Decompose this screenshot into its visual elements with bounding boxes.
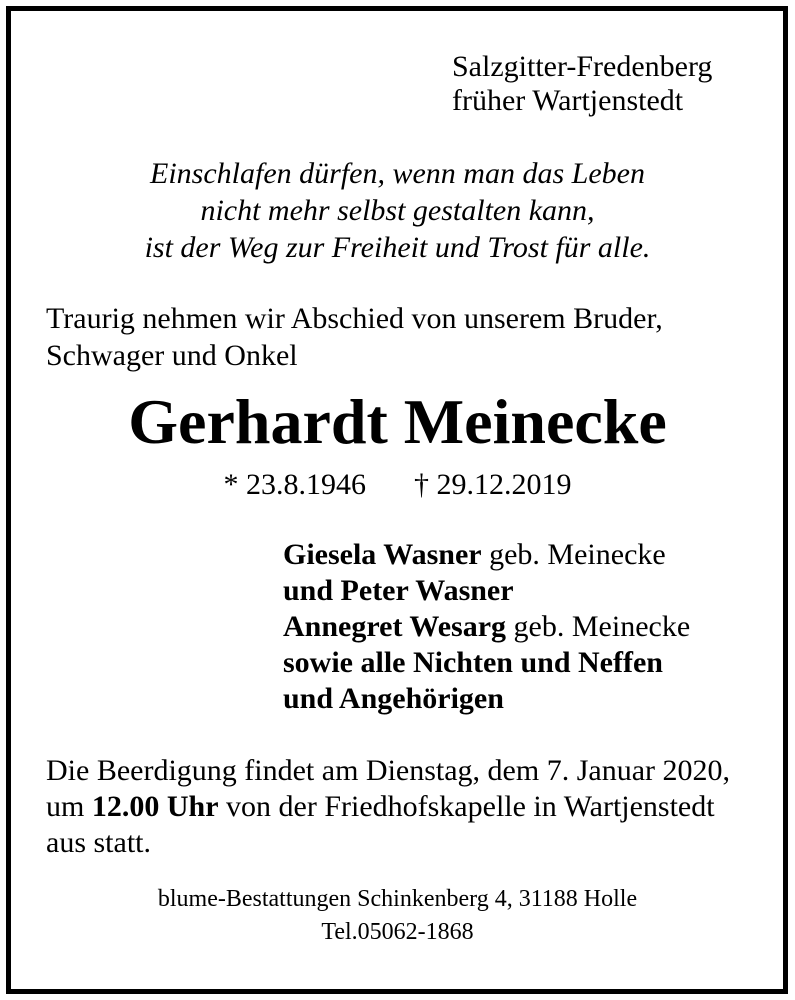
funeral-text: von der Friedhofskapelle in Wartjenstedt (218, 790, 715, 823)
mourner-line: und Peter Wasner (283, 574, 514, 607)
location-block (452, 50, 712, 118)
undertaker-phone: Tel.05062-1868 (321, 919, 474, 945)
motto-verse (0, 155, 795, 266)
mourner-maiden-name: geb. Meinecke (481, 538, 666, 571)
life-dates (0, 467, 795, 503)
birth-date: * 23.8.1946 (223, 468, 366, 501)
funeral-line: Die Beerdigung findet am Dienstag, dem 7. Januar 2020, (46, 754, 730, 787)
funeral-time: 12.00 Uhr (91, 790, 219, 823)
mourner-line: sowie alle Nichten und Neffen (283, 646, 663, 679)
undertaker-address: blume-Bestattungen Schinkenberg 4, 31188 Holle (157, 886, 638, 912)
mourner-line (283, 609, 690, 645)
intro-line: Schwager und Onkel (46, 339, 298, 372)
funeral-line: aus statt. (46, 826, 151, 859)
motto-line: ist der Weg zur Freiheit und Trost für alle. (144, 231, 651, 264)
mourner-maiden-name: geb. Meinecke (506, 610, 691, 643)
mourners-list (283, 537, 690, 717)
mourner-line (283, 537, 690, 573)
deceased-name: Gerhardt Meinecke (128, 386, 667, 457)
intro-line: Traurig nehmen wir Abschied von unserem Bruder, (46, 302, 663, 335)
motto-line: nicht mehr selbst gestalten kann, (200, 194, 595, 227)
funeral-text: um (46, 790, 92, 823)
location-line: Salzgitter-Fredenberg (452, 50, 713, 83)
death-date: † 29.12.2019 (414, 468, 572, 501)
mourner-line: und Angehörigen (283, 682, 504, 715)
mourner-name: Annegret Wesarg (283, 610, 507, 643)
mourner-name: Giesela Wasner (283, 538, 482, 571)
former-location-line: früher Wartjenstedt (452, 84, 684, 117)
motto-line: Einschlafen dürfen, wenn man das Leben (150, 157, 645, 190)
funeral-line (46, 789, 730, 825)
intro-text (46, 300, 663, 374)
undertaker-info (0, 883, 795, 949)
funeral-info (46, 753, 730, 861)
